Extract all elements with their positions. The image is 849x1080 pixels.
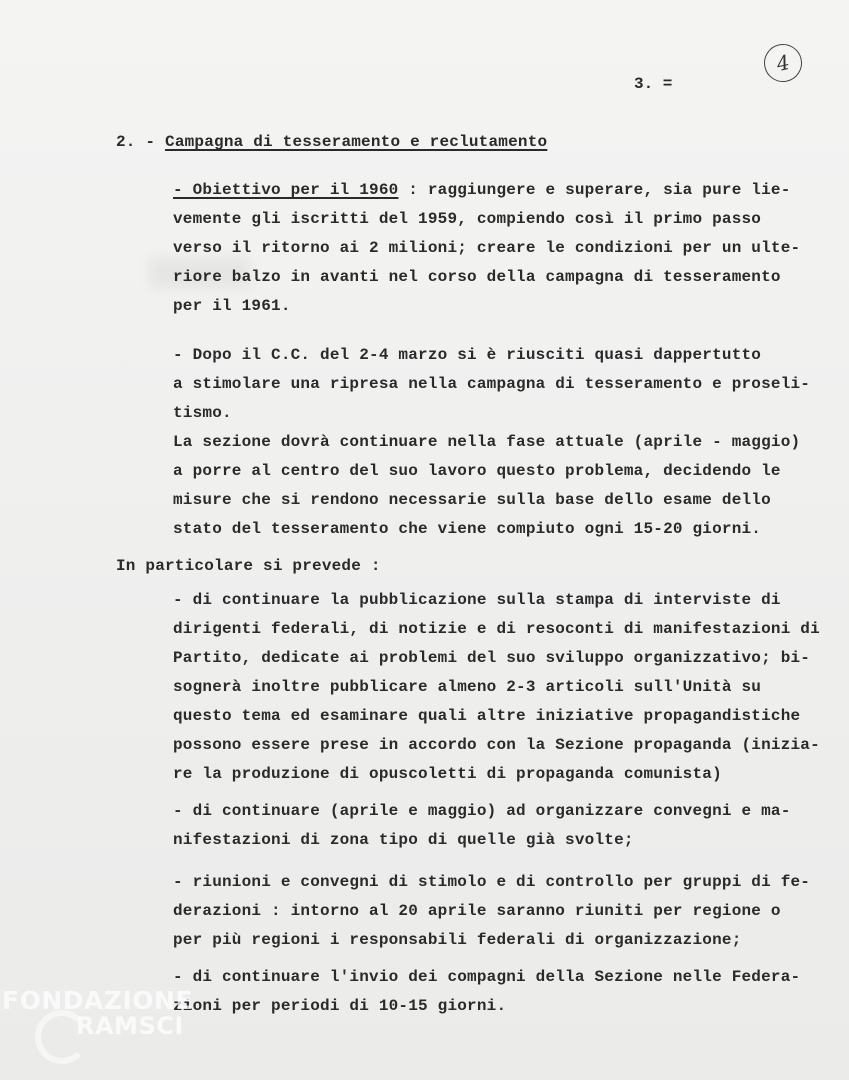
item1-line-1: dirigenti federali, di notizie e di resoconti di manifestazioni di (173, 620, 820, 638)
paragraph2-line-1: a stimolare una ripresa nella campagna di tesseramento e proseli- (173, 375, 811, 393)
paragraph1-line-0 (173, 180, 791, 200)
item1-line-0: - di continuare la pubblicazione sulla stampa di interviste di (173, 591, 781, 609)
paragraph2-line-3: La sezione dovrà continuare nella fase attuale (aprile - maggio) (173, 433, 801, 451)
item3-line-1: derazioni : intorno al 20 aprile saranno riuniti per regione o (173, 902, 781, 920)
paragraph1-line1-rest: : raggiungere e superare, sia pure lie- (398, 181, 791, 199)
paragraph2-line-6: stato del tesseramento che viene compiuto ogni 15-20 giorni. (173, 520, 762, 538)
circled-page-number (760, 40, 805, 85)
item4-line-1: zioni per periodi di 10-15 giorni. (173, 997, 507, 1015)
paragraph2-line-4: a porre al centro del suo lavoro questo problema, decidendo le (173, 462, 781, 480)
watermark-line2: RAMSCI (76, 1012, 184, 1040)
item2-line-0: - di continuare (aprile e maggio) ad organizzare convegni e ma- (173, 802, 791, 820)
item4-line-0: - di continuare l'invio dei compagni della Sezione nelle Federa- (173, 968, 801, 986)
paragraph1-line-2: verso il ritorno ai 2 milioni; creare le condizioni per un ulte- (173, 239, 801, 257)
item1-line-2: Partito, dedicate ai problemi del suo sviluppo organizzativo; bi- (173, 649, 811, 667)
intro-line: In particolare si prevede : (116, 557, 381, 575)
page-number: 3. = (634, 75, 673, 93)
item1-line-6: re la produzione di opuscoletti di propaganda comunista) (173, 765, 722, 783)
paragraph2-line-2: tismo. (173, 404, 232, 422)
item1-line-5: possono essere prese in accordo con la Sezione propaganda (inizia- (173, 736, 820, 754)
section-number: 2. - (116, 133, 156, 151)
item1-line-3: sognerà inoltre pubblicare almeno 2-3 articoli sull'Unità su (173, 678, 762, 696)
item1-line-4: questo tema ed esaminare quali altre iniziative propagandistiche (173, 707, 801, 725)
fondazione-gramsci-watermark (2, 984, 217, 1074)
item2-line-1: nifestazioni di zona tipo di quelle già svolte; (173, 831, 634, 849)
section-heading (116, 132, 547, 152)
watermark-line1: FONDAZIONE (2, 986, 194, 1015)
item3-line-0: - riunioni e convegni di stimolo e di controllo per gruppi di fe- (173, 873, 811, 891)
paragraph2-line-5: misure che si rendono necessarie sulla base dello esame dello (173, 491, 771, 509)
paragraph2-line-0: - Dopo il C.C. del 2-4 marzo si è riusciti quasi dappertutto (173, 346, 762, 364)
paragraph1-line-3: riore balzo in avanti nel corso della campagna di tesseramento (173, 268, 781, 286)
circled-number-text: 4 (774, 49, 792, 77)
item3-line-2: per più regioni i responsabili federali di organizzazione; (173, 931, 742, 949)
section-title: Campagna di tesseramento e reclutamento (165, 133, 548, 151)
objective-label: - Obiettivo per il 1960 (173, 181, 399, 199)
paragraph1-line-1: vemente gli iscritti del 1959, compiendo così il primo passo (173, 210, 762, 228)
paragraph1-line-4: per il 1961. (173, 297, 291, 315)
